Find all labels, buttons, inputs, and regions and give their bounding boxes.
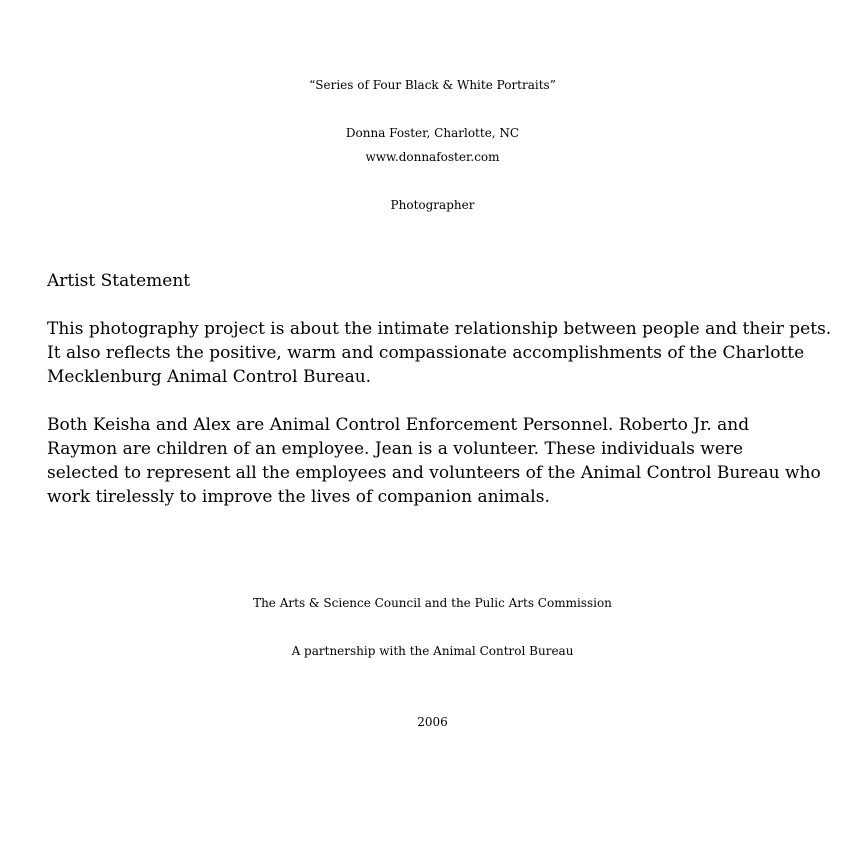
statement-heading: Artist Statement (47, 271, 191, 291)
paragraph-line: Both Keisha and Alex are Animal Control Enforcement Personnel. Roberto Jr. and (47, 415, 750, 435)
statement-paragraph-2 (47, 413, 847, 509)
council-credit: The Arts & Science Council and the Pulic Arts Commission (253, 596, 612, 610)
paragraph-line: selected to represent all the employees and volunteers of the Animal Control Bureau who (47, 463, 821, 483)
paragraph-line: Mecklenburg Animal Control Bureau. (47, 367, 372, 387)
partnership-credit: A partnership with the Animal Control Bureau (291, 644, 574, 658)
artist-name: Donna Foster, Charlotte, NC (345, 126, 520, 140)
paragraph-line: Raymon are children of an employee. Jean is a volunteer. These individuals were (47, 439, 744, 459)
artist-role: Photographer (390, 198, 475, 212)
statement-paragraph-1 (47, 317, 847, 389)
paragraph-line: This photography project is about the intimate relationship between people and their pets. (47, 319, 832, 339)
artist-website: www.donnafoster.com (365, 150, 500, 164)
paragraph-line: work tirelessly to improve the lives of companion animals. (47, 487, 550, 507)
year: 2006 (417, 715, 448, 729)
document-title: “Series of Four Black & White Portraits” (309, 78, 556, 92)
paragraph-line: It also reflects the positive, warm and compassionate accomplishments of the Charlotte (47, 343, 805, 363)
